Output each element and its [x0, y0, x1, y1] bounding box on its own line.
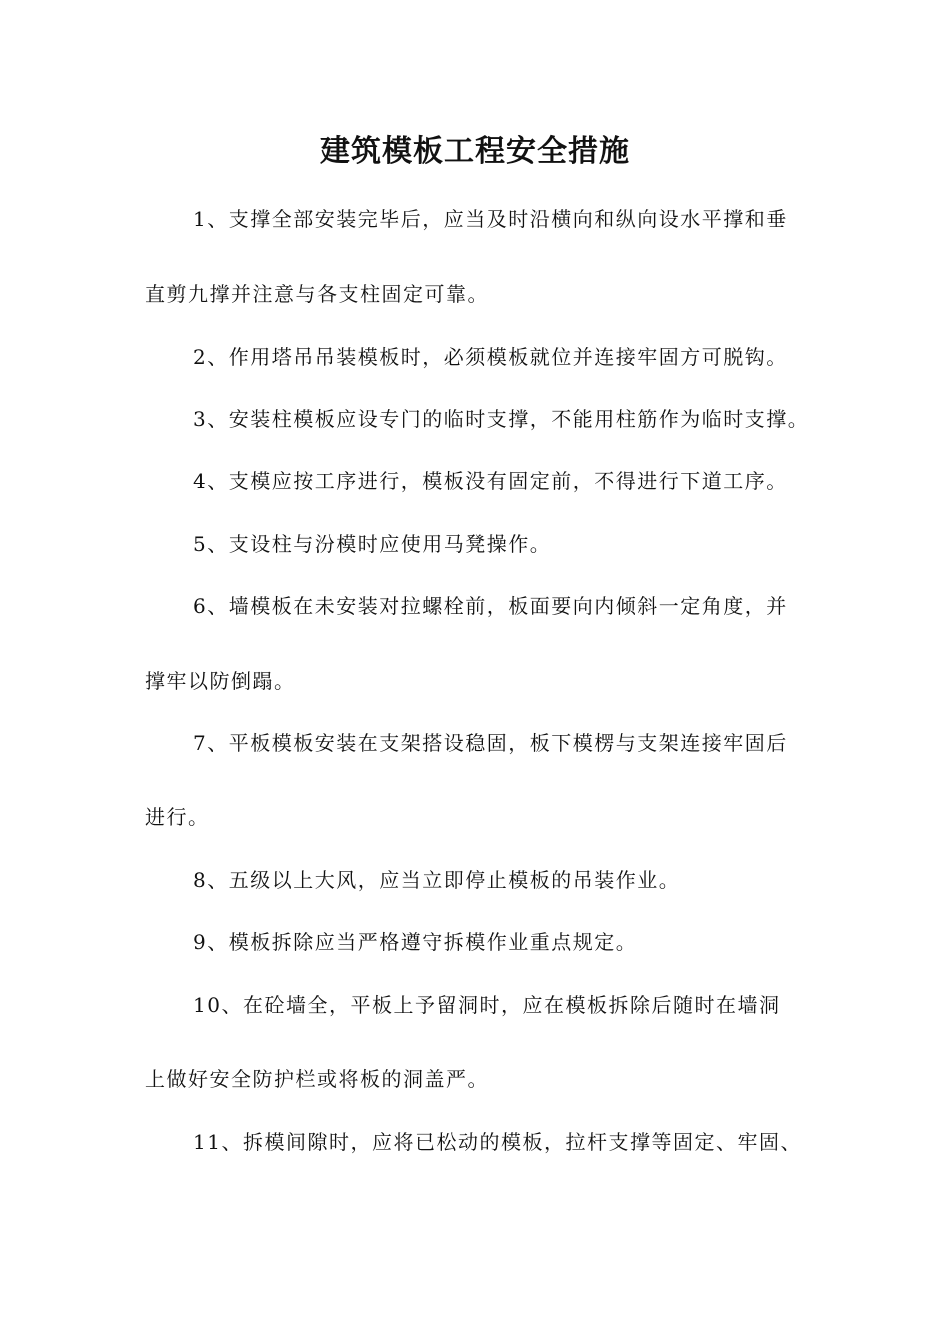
item-10-line-2: 上做好安全防护栏或将板的洞盖严。 [145, 1067, 489, 1091]
item-9: 9、模板拆除应当严格遵守拆模作业重点规定。 [193, 930, 638, 954]
item-1-line-2: 直剪九撑并注意与各支柱固定可靠。 [145, 282, 489, 306]
document-title: 建筑模板工程安全措施 [320, 134, 630, 169]
item-7-line-1: 7、平板模板安装在支架搭设稳固，板下模楞与支架连接牢固后 [193, 731, 788, 755]
item-1-line-1: 1、支撑全部安装完毕后，应当及时沿横向和纵向设水平撑和垂 [193, 207, 788, 231]
item-2: 2、作用塔吊吊装模板时，必须模板就位并连接牢固方可脱钩。 [193, 345, 788, 369]
item-7-line-2: 进行。 [145, 805, 210, 829]
item-11-line-1: 11、拆模间隙时，应将已松动的模板，拉杆支撑等固定、牢固、 [193, 1130, 802, 1154]
item-6-line-2: 撑牢以防倒蹋。 [145, 669, 296, 693]
item-5: 5、支设柱与汾模时应使用马凳操作。 [193, 532, 552, 556]
item-4: 4、支模应按工序进行，模板没有固定前，不得进行下道工序。 [193, 469, 788, 493]
item-8: 8、五级以上大风，应当立即停止模板的吊装作业。 [193, 868, 681, 892]
item-10-line-1: 10、在砼墙全，平板上予留洞时，应在模板拆除后随时在墙洞 [193, 993, 781, 1017]
item-3: 3、安装柱模板应设专门的临时支撑，不能用柱筋作为临时支撑。 [193, 407, 810, 431]
item-6-line-1: 6、墙模板在未安装对拉螺栓前，板面要向内倾斜一定角度，并 [193, 594, 788, 618]
